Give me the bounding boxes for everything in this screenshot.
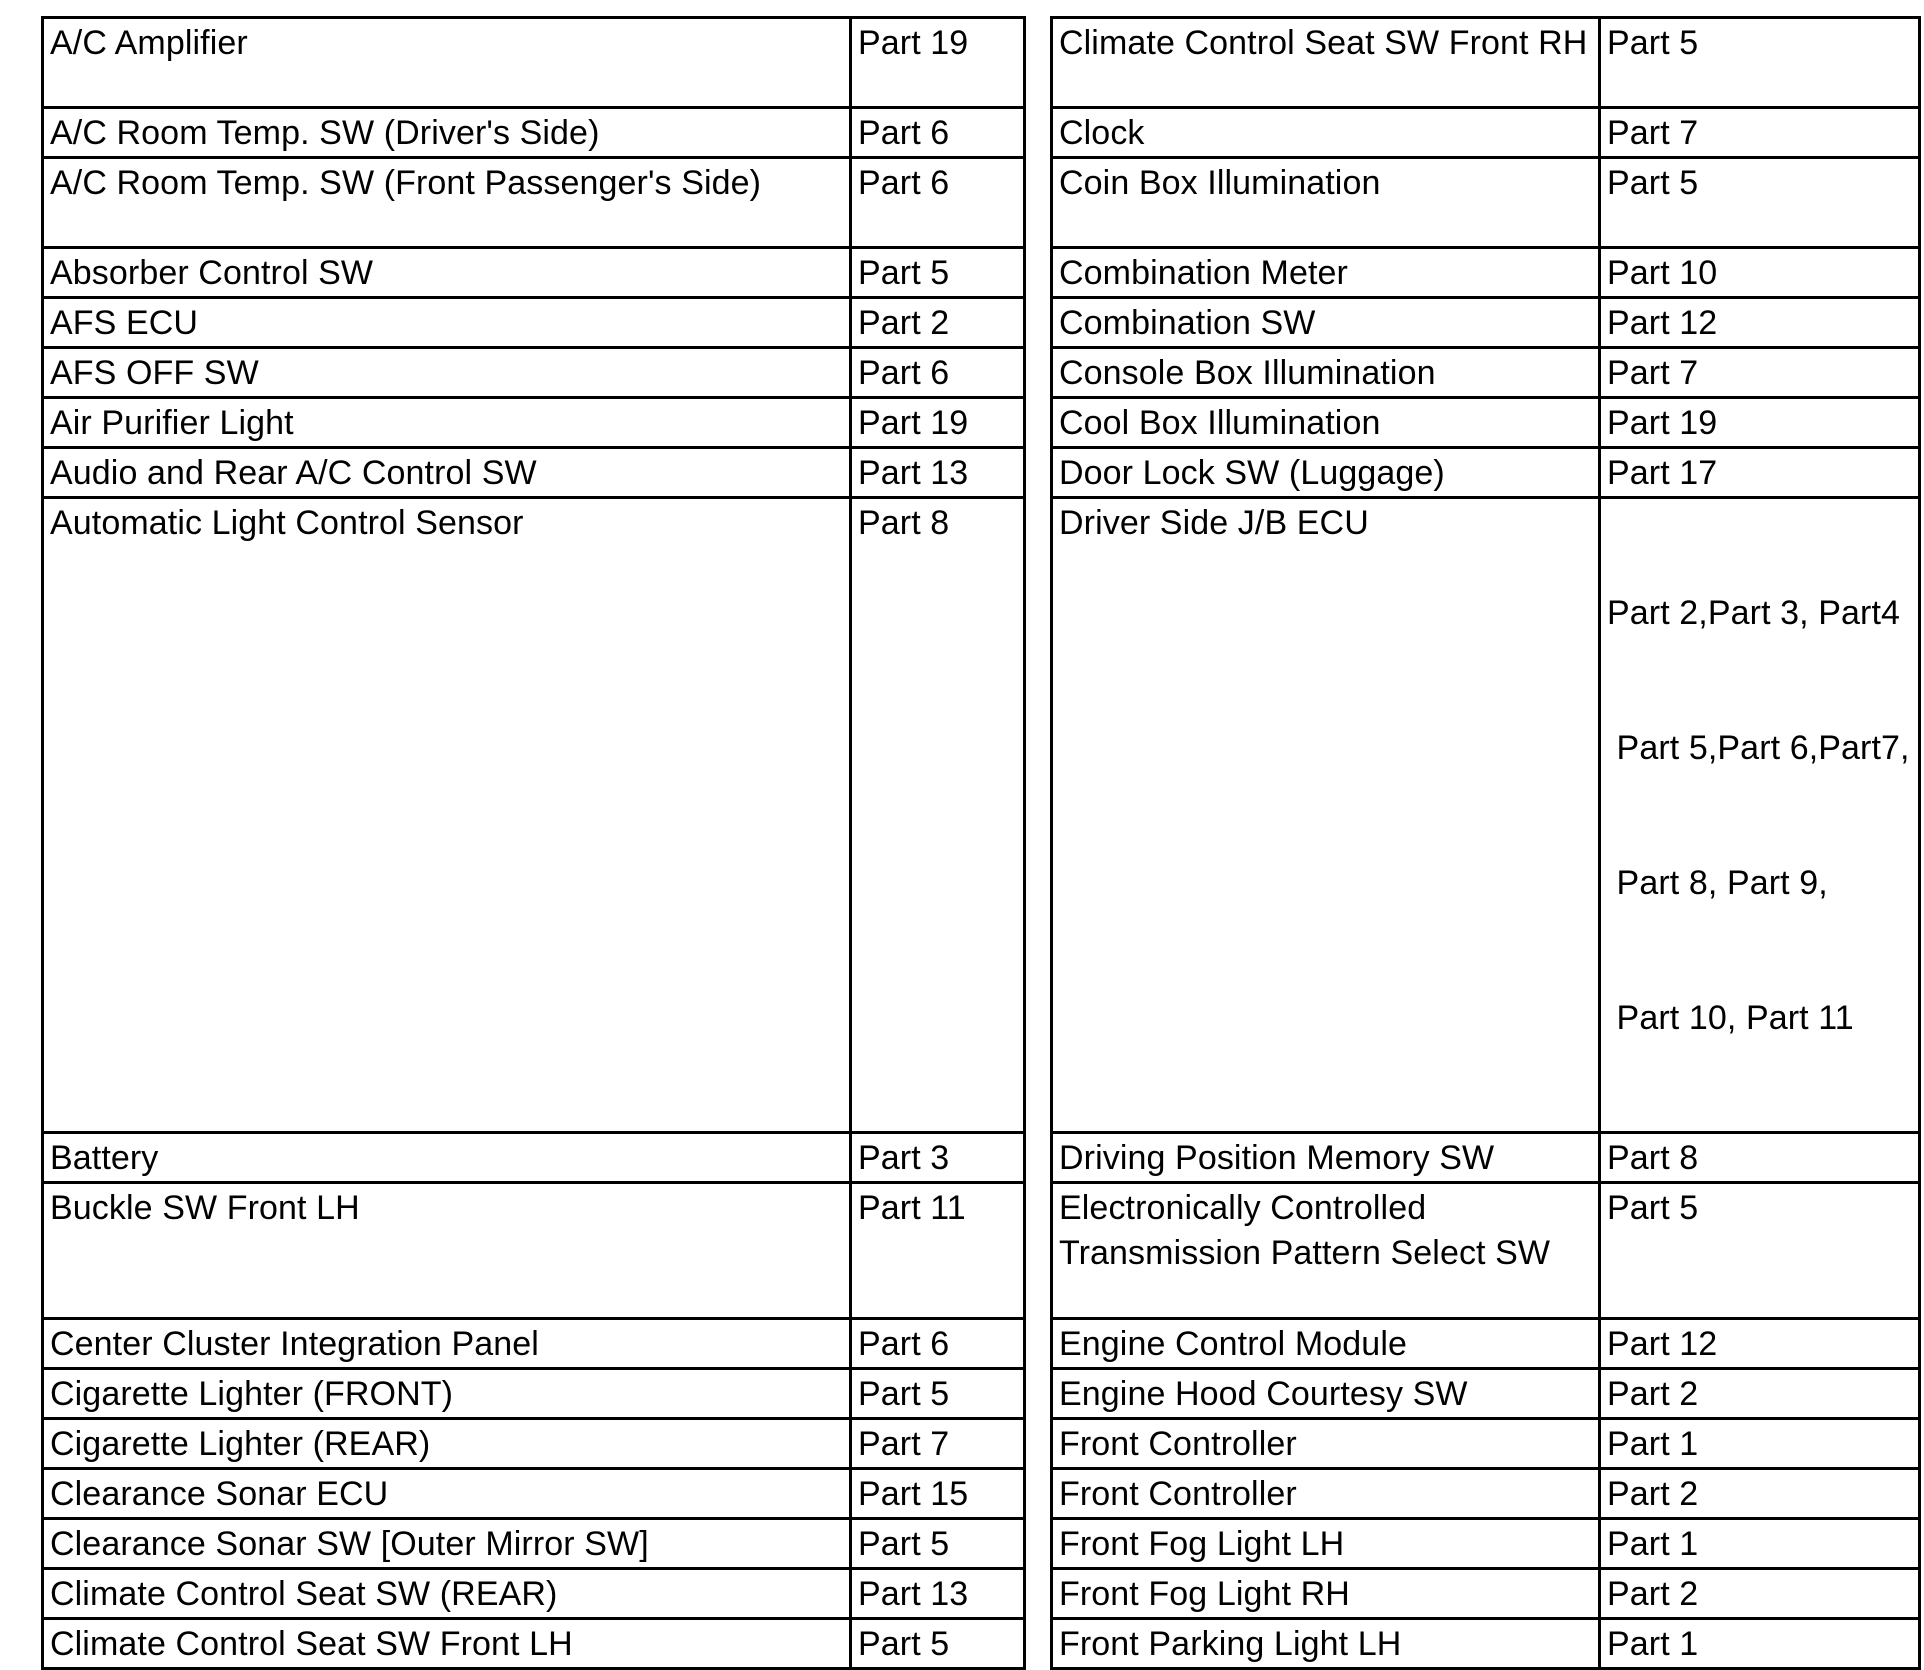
part-ref-cell: Part 5: [851, 248, 1025, 298]
table-body: [43, 18, 1920, 1669]
table-row: [43, 1469, 1920, 1519]
component-name-cell: Cigarette Lighter (FRONT): [43, 1369, 851, 1419]
component-name-cell: Climate Control Seat SW Front RH: [1052, 18, 1600, 108]
component-name-cell: A/C Room Temp. SW (Front Passenger's Side): [43, 158, 851, 248]
part-ref-cell: Part 6: [851, 1319, 1025, 1369]
column-gap: [1025, 18, 1052, 108]
component-name-cell: Automatic Light Control Sensor: [43, 498, 851, 1133]
table-row: [43, 348, 1920, 398]
component-name-cell: Cool Box Illumination: [1052, 398, 1600, 448]
part-ref-line: Part 2,Part 3, Part4: [1607, 594, 1901, 632]
table-row: [43, 498, 1920, 1133]
part-ref-cell: Part 1: [1600, 1619, 1920, 1669]
table-row: [43, 1183, 1920, 1319]
component-name-cell: Climate Control Seat SW (REAR): [43, 1569, 851, 1619]
column-gap: [1025, 1369, 1052, 1419]
part-ref-line: Part 10, Part 11: [1607, 999, 1854, 1037]
part-ref-cell: Part 17: [1600, 448, 1920, 498]
component-name-cell: Front Fog Light RH: [1052, 1569, 1600, 1619]
column-gap: [1025, 1319, 1052, 1369]
component-name-cell: AFS OFF SW: [43, 348, 851, 398]
component-name-cell: Driver Side J/B ECU: [1052, 498, 1600, 1133]
part-ref-cell: Part 5: [851, 1369, 1025, 1419]
column-gap: [1025, 348, 1052, 398]
parts-index-table-container: [41, 16, 1918, 1670]
component-name-cell: A/C Room Temp. SW (Driver's Side): [43, 108, 851, 158]
component-name-cell: Front Controller: [1052, 1419, 1600, 1469]
part-ref-cell: Part 10: [1600, 248, 1920, 298]
part-ref-cell: Part 19: [851, 18, 1025, 108]
component-name-cell: Cigarette Lighter (REAR): [43, 1419, 851, 1469]
component-name-cell: Combination Meter: [1052, 248, 1600, 298]
part-ref-cell: Part 6: [851, 348, 1025, 398]
column-gap: [1025, 248, 1052, 298]
column-gap: [1025, 1183, 1052, 1319]
column-gap: [1025, 1133, 1052, 1183]
column-gap: [1025, 1469, 1052, 1519]
part-ref-cell: Part 7: [851, 1419, 1025, 1469]
component-name-cell: Combination SW: [1052, 298, 1600, 348]
table-row: [43, 1569, 1920, 1619]
component-name-cell: Driving Position Memory SW: [1052, 1133, 1600, 1183]
part-ref-cell: Part 1: [1600, 1519, 1920, 1569]
component-name-cell: Electronically Controlled Transmission Pattern Select SW: [1052, 1183, 1600, 1319]
component-name-cell: Absorber Control SW: [43, 248, 851, 298]
column-gap: [1025, 448, 1052, 498]
part-ref-cell: Part 1: [1600, 1419, 1920, 1469]
part-ref-cell: Part 5: [1600, 1183, 1920, 1319]
table-row: [43, 1319, 1920, 1369]
component-name-cell: Coin Box Illumination: [1052, 158, 1600, 248]
part-ref-cell: Part 12: [1600, 1319, 1920, 1369]
component-name-cell: Front Controller: [1052, 1469, 1600, 1519]
part-ref-cell: Part 13: [851, 448, 1025, 498]
part-ref-cell: Part 5: [1600, 18, 1920, 108]
component-name-cell: Buckle SW Front LH: [43, 1183, 851, 1319]
table-row: [43, 398, 1920, 448]
component-name-cell: Climate Control Seat SW Front LH: [43, 1619, 851, 1669]
column-gap: [1025, 1569, 1052, 1619]
part-ref-cell: Part 7: [1600, 348, 1920, 398]
part-ref-cell: [1600, 498, 1920, 1133]
column-gap: [1025, 1519, 1052, 1569]
component-name-cell: Front Parking Light LH: [1052, 1619, 1600, 1669]
table-row: [43, 1369, 1920, 1419]
part-ref-cell: Part 5: [851, 1619, 1025, 1669]
table-row: [43, 158, 1920, 248]
part-ref-cell: Part 11: [851, 1183, 1025, 1319]
component-name-cell: Audio and Rear A/C Control SW: [43, 448, 851, 498]
part-ref-cell: Part 13: [851, 1569, 1025, 1619]
component-name-cell: AFS ECU: [43, 298, 851, 348]
part-ref-cell: Part 8: [851, 498, 1025, 1133]
component-name-cell: Console Box Illumination: [1052, 348, 1600, 398]
table-row: [43, 1133, 1920, 1183]
component-name-cell: Door Lock SW (Luggage): [1052, 448, 1600, 498]
column-gap: [1025, 1619, 1052, 1669]
part-ref-line: Part 8, Part 9,: [1607, 864, 1828, 902]
parts-index-table: [41, 16, 1921, 1670]
component-name-cell: Clock: [1052, 108, 1600, 158]
component-name-cell: Center Cluster Integration Panel: [43, 1319, 851, 1369]
column-gap: [1025, 398, 1052, 448]
column-gap: [1025, 108, 1052, 158]
part-ref-cell: Part 6: [851, 158, 1025, 248]
part-ref-cell: Part 15: [851, 1469, 1025, 1519]
part-ref-cell: Part 8: [1600, 1133, 1920, 1183]
part-ref-cell: Part 12: [1600, 298, 1920, 348]
part-ref-cell: Part 2: [1600, 1369, 1920, 1419]
component-name-cell: Battery: [43, 1133, 851, 1183]
table-row: [43, 1419, 1920, 1469]
table-row: [43, 1619, 1920, 1669]
table-row: [43, 18, 1920, 108]
part-ref-cell: Part 3: [851, 1133, 1025, 1183]
part-ref-cell: Part 6: [851, 108, 1025, 158]
table-row: [43, 248, 1920, 298]
part-ref-cell: Part 5: [1600, 158, 1920, 248]
part-ref-cell: Part 5: [851, 1519, 1025, 1569]
component-name-cell: A/C Amplifier: [43, 18, 851, 108]
component-name-cell: Clearance Sonar SW [Outer Mirror SW]: [43, 1519, 851, 1569]
table-row: [43, 1519, 1920, 1569]
component-name-cell: Air Purifier Light: [43, 398, 851, 448]
component-name-cell: Clearance Sonar ECU: [43, 1469, 851, 1519]
column-gap: [1025, 498, 1052, 1133]
part-ref-line: Part 5,Part 6,Part7,: [1607, 729, 1910, 767]
table-row: [43, 448, 1920, 498]
part-ref-cell: Part 7: [1600, 108, 1920, 158]
column-gap: [1025, 1419, 1052, 1469]
part-ref-cell: Part 19: [1600, 398, 1920, 448]
component-name-cell: Engine Hood Courtesy SW: [1052, 1369, 1600, 1419]
part-ref-cell: Part 2: [851, 298, 1025, 348]
component-name-cell: Front Fog Light LH: [1052, 1519, 1600, 1569]
column-gap: [1025, 158, 1052, 248]
component-name-cell: Engine Control Module: [1052, 1319, 1600, 1369]
table-row: [43, 108, 1920, 158]
part-ref-cell: Part 2: [1600, 1569, 1920, 1619]
column-gap: [1025, 298, 1052, 348]
table-row: [43, 298, 1920, 348]
part-ref-cell: Part 19: [851, 398, 1025, 448]
part-ref-cell: Part 2: [1600, 1469, 1920, 1519]
